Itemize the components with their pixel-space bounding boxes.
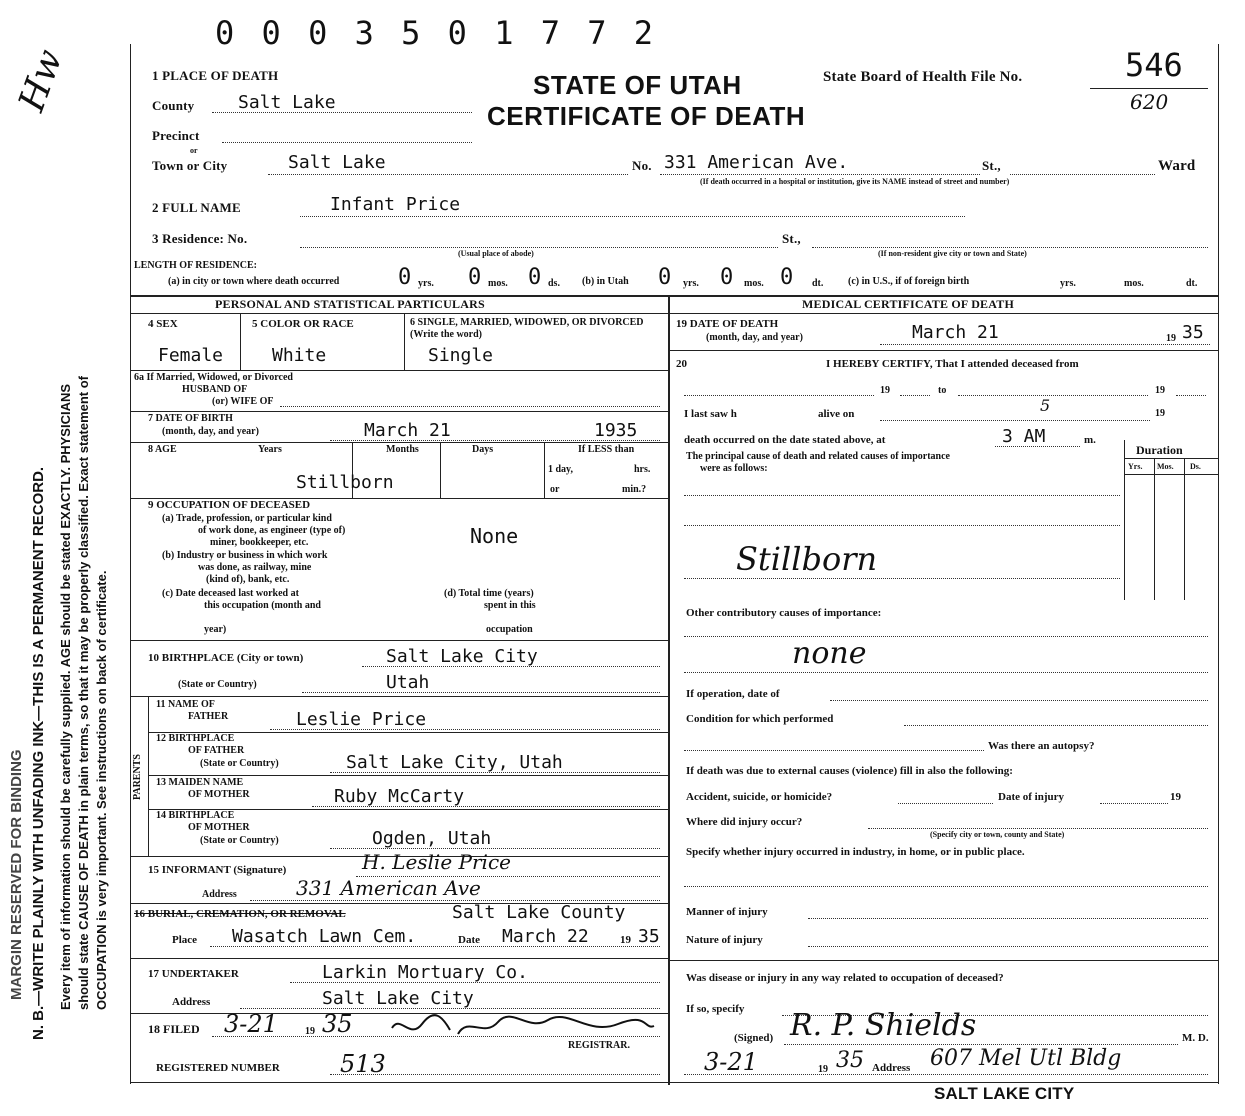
nature-label: Nature of injury [686, 934, 763, 946]
mos-label-3: mos. [1124, 278, 1144, 289]
yrs-label-2: yrs. [683, 278, 699, 289]
informant-signature: H. Leslie Price [362, 850, 511, 874]
ds-label-1: ds. [548, 278, 560, 289]
sig-year: 35 [836, 1048, 864, 1073]
side-text-2: Every item of information should be carefully supplied. AGE should be stated EXACTLY. PHYSICIANS [58, 383, 73, 1010]
related-label: Was disease or injury in any way related to occupation of deceased? [686, 972, 1004, 984]
birthplace-label: 10 BIRTHPLACE (City or town) [148, 652, 304, 664]
corner-mark: Hw [11, 44, 72, 117]
other-causes-label: Other contributory causes of importance: [686, 607, 882, 619]
undertaker-label: 17 UNDERTAKER [148, 968, 239, 980]
sig-address: 607 Mel Utl Bldg [930, 1046, 1122, 1071]
d19-label-2: (month, day, and year) [706, 332, 803, 343]
side-text-margin: MARGIN RESERVED FOR BINDING [8, 749, 25, 1000]
burial-value: Salt Lake County [452, 902, 626, 923]
mother-label-2: OF MOTHER [188, 789, 250, 800]
occupation-a1: (a) Trade, profession, or particular kind [162, 513, 332, 524]
last-saw-value: 5 [1040, 396, 1051, 415]
father-label-1: 11 NAME OF [156, 699, 215, 710]
sex-value: Female [158, 345, 224, 366]
filed-value: 3-21 [224, 1010, 278, 1038]
town-value: Salt Lake [288, 152, 386, 173]
mos-label-2: mos. [744, 278, 764, 289]
res-utah-mos: 0 [720, 265, 734, 290]
county-label: County [152, 98, 195, 113]
title-state: STATE OF UTAH [533, 70, 742, 100]
mother-label-1: 13 MAIDEN NAME [156, 777, 244, 788]
yrs-label-1: yrs. [418, 278, 434, 289]
d19-value: March 21 [912, 322, 999, 343]
mbirth-label-1: 14 BIRTHPLACE [156, 810, 235, 821]
fbirth-label-1: 12 BIRTHPLACE [156, 733, 235, 744]
mbirth-label-3: (State or Country) [200, 835, 279, 846]
last-saw-label: I last saw h [684, 408, 737, 420]
accident-label: Accident, suicide, or homicide? [686, 791, 833, 803]
medical-header: MEDICAL CERTIFICATE OF DEATH [802, 297, 1014, 311]
side-text-1: N. B.—WRITE PLAINLY WITH UNFADING INK—THIS IS A PERMANENT RECORD. [30, 466, 47, 1040]
filed-label: 18 FILED [148, 1022, 200, 1036]
res-utah-yrs: 0 [658, 265, 672, 290]
signed-label: (Signed) [734, 1032, 774, 1044]
residence-label: 3 Residence: No. [152, 231, 248, 246]
injury-date-label: Date of injury [998, 791, 1064, 803]
one-day-label: 1 day, [548, 464, 574, 475]
birthplace-state-label: (State or Country) [178, 679, 257, 690]
personal-header: PERSONAL AND STATISTICAL PARTICULARS [215, 297, 485, 311]
birthplace-state: Utah [386, 672, 430, 693]
spouse-label-2: HUSBAND OF [182, 384, 248, 395]
res-utah-ds: 0 [780, 265, 794, 290]
race-label: 5 COLOR OR RACE [252, 318, 354, 330]
age-value: Stillborn [296, 472, 394, 493]
informant-label: 15 INFORMANT (Signature) [148, 864, 287, 876]
spouse-label-1: 6a If Married, Widowed, or Divorced [134, 372, 293, 383]
last-saw-y: 19 [1155, 408, 1165, 419]
spouse-label-3: (or) WIFE OF [212, 396, 274, 407]
hospital-note: (If death occurred in a hospital or institution, give its NAME instead of street and number) [700, 177, 1010, 186]
fbirth-label-3: (State or Country) [200, 758, 279, 769]
m-label: m. [1084, 434, 1096, 446]
res-city-mos: 0 [468, 265, 482, 290]
marital-value: Single [428, 345, 494, 366]
burial-place-label: Place [172, 934, 198, 946]
title-certificate: CERTIFICATE OF DEATH [487, 101, 806, 131]
mother-value: Ruby McCarty [334, 786, 465, 807]
father-value: Leslie Price [296, 709, 427, 730]
certify-label: I HEREBY CERTIFY, That I attended deceased from [826, 358, 1079, 370]
other-causes-value: none [792, 636, 867, 671]
full-name-label: 2 FULL NAME [152, 200, 241, 215]
age-days-label: Days [472, 444, 494, 455]
precinct-label: Precinct [152, 128, 200, 143]
address-value: 331 American Ave. [664, 152, 849, 173]
duration-mos: Mos. [1157, 462, 1174, 471]
duration-yrs: Yrs. [1128, 462, 1143, 471]
filed-year-pre: 19 [305, 1026, 315, 1037]
informant-address-label: Address [202, 889, 237, 900]
age-months-label: Months [386, 444, 419, 455]
occupation-b1: (b) Industry or business in which work [162, 550, 328, 561]
where-injury-label: Where did injury occur? [686, 816, 803, 828]
n20-label: 20 [676, 358, 687, 370]
side-text-3: should state CAUSE OF DEATH in plain terms, so that it may be properly classified. Exact statement of [76, 375, 91, 1010]
min-label: min.? [622, 484, 647, 495]
residence-utah-label: (b) in Utah [582, 276, 629, 287]
physician-signature: R. P. Shields [790, 1008, 977, 1043]
street-no-label: No. [632, 158, 652, 173]
sex-label: 4 SEX [148, 318, 178, 330]
undertaker-address: Salt Lake City [322, 988, 474, 1009]
res-city-yrs: 0 [398, 265, 412, 290]
residence-us-label: (c) in U.S., if of foreign birth [848, 276, 970, 287]
occupation-a2: of work done, as engineer (type of) [198, 525, 346, 536]
board-file-label: State Board of Health File No. [823, 69, 1023, 85]
filed-year: 35 [322, 1010, 353, 1038]
father-label-2: FATHER [188, 711, 229, 722]
registered-number-label: REGISTERED NUMBER [156, 1062, 280, 1074]
time-value: 3 AM [1002, 426, 1046, 447]
res-city-ds: 0 [528, 265, 542, 290]
age-label: 8 AGE [148, 444, 177, 455]
sig-year-pre: 19 [818, 1064, 828, 1075]
birth-label-2: (month, day, and year) [162, 426, 259, 437]
occupation-a3: miner, bookkeeper, etc. [210, 537, 309, 548]
alive-on-label: alive on [818, 408, 855, 420]
injury-date-y: 19 [1170, 791, 1181, 803]
birth-label-1: 7 DATE OF BIRTH [148, 413, 233, 424]
certify-y2: 19 [1155, 385, 1165, 396]
county-value: Salt Lake [238, 92, 336, 113]
duration-label: Duration [1136, 443, 1183, 457]
file-number-extra: 620 [1130, 90, 1169, 114]
certify-to: to [938, 385, 947, 396]
where-injury-note: (Specify city or town, county and State) [930, 830, 1065, 839]
d19-year-pre: 19 [1166, 333, 1176, 344]
mbirth-value: Ogden, Utah [372, 828, 492, 849]
residence-st-label: St., [782, 231, 801, 246]
serial-number: 0 0 0 3 5 0 1 7 7 2 [215, 14, 658, 52]
race-value: White [272, 345, 327, 366]
length-residence-label: LENGTH OF RESIDENCE: [134, 260, 257, 271]
ward-label: Ward [1158, 158, 1196, 174]
specify-label: Specify whether injury occurred in industry, in home, or in public place. [686, 846, 1025, 858]
occupation-c2: this occupation (month and [204, 600, 321, 611]
if-so-label: If so, specify [686, 1003, 745, 1015]
file-number: 546 [1125, 46, 1183, 84]
marital-label: 6 SINGLE, MARRIED, WIDOWED, OR DIVORCED (Write the word) [410, 317, 644, 340]
burial-year-pre: 19 [620, 934, 631, 946]
condition-label: Condition for which performed [686, 713, 834, 725]
dt-label: dt. [812, 278, 824, 289]
occupation-b3: (kind of), bank, etc. [206, 574, 290, 585]
age-years-label: Years [258, 444, 282, 455]
mbirth-label-2: OF MOTHER [188, 822, 250, 833]
sig-address-label: Address [872, 1062, 911, 1074]
d19-label-1: 19 DATE OF DEATH [676, 318, 779, 330]
occupation-c1: (c) Date deceased last worked at [162, 588, 299, 599]
burial-place: Wasatch Lawn Cem. [232, 926, 417, 947]
side-text-4: OCCUPATION is very important. See instructions on back of certificate. [94, 570, 109, 1010]
birth-year: 1935 [594, 420, 638, 441]
occupation-c3: year) [204, 624, 227, 635]
cause-label-2: were as follows: [700, 463, 768, 474]
occupation-d3: occupation [486, 624, 533, 635]
external-causes-label: If death was due to external causes (violence) fill in also the following: [686, 765, 1013, 777]
yrs-label-3: yrs. [1060, 278, 1076, 289]
undertaker-address-label: Address [172, 996, 211, 1008]
parents-side-label: PARENTS [132, 754, 143, 800]
registrar-label: REGISTRAR. [568, 1040, 630, 1051]
sig-date: 3-21 [704, 1048, 758, 1076]
or-label: or [190, 146, 198, 155]
occupation-d1: (d) Total time (years) [444, 588, 534, 599]
footer-city: SALT LAKE CITY [934, 1084, 1075, 1103]
burial-label: 16 BURIAL, CREMATION, OR REMOVAL [134, 908, 346, 920]
manner-label: Manner of injury [686, 906, 768, 918]
fbirth-value: Salt Lake City, Utah [346, 752, 563, 773]
registered-number: 513 [340, 1050, 386, 1078]
undertaker-value: Larkin Mortuary Co. [322, 962, 528, 983]
md-label: M. D. [1182, 1032, 1209, 1044]
registrar-signature [388, 1010, 658, 1042]
residence-city-label: (a) in city or town where death occurred [168, 276, 340, 287]
autopsy-label: Was there an autopsy? [988, 740, 1095, 752]
occupation-label: 9 OCCUPATION OF DECEASED [148, 499, 311, 511]
fbirth-label-2: OF FATHER [188, 745, 245, 756]
cause-value: Stillborn [736, 540, 878, 578]
full-name-value: Infant Price [330, 194, 461, 215]
occurred-label: death occurred on the date stated above, at [684, 434, 886, 446]
nonresident-note: (If non-resident give city or town and State) [878, 249, 1027, 258]
operation-label: If operation, date of [686, 688, 780, 700]
abode-note: (Usual place of abode) [458, 249, 534, 258]
duration-ds: Ds. [1190, 462, 1201, 471]
mos-label-1: mos. [488, 278, 508, 289]
occupation-d2: spent in this [484, 600, 536, 611]
or-min-label: or [550, 484, 560, 495]
burial-date-label: Date [458, 934, 480, 946]
cause-label-1: The principal cause of death and related causes of importance [686, 451, 950, 462]
hrs-label: hrs. [634, 464, 651, 475]
birth-value: March 21 [364, 420, 451, 441]
birthplace-city: Salt Lake City [386, 646, 538, 667]
town-label: Town or City [152, 158, 228, 173]
less-than-label: If LESS than [578, 444, 635, 455]
place-of-death-label: 1 PLACE OF DEATH [152, 68, 279, 83]
st-label: St., [982, 158, 1001, 173]
d19-year: 35 [1182, 322, 1204, 343]
occupation-value: None [470, 524, 519, 548]
burial-date: March 22 [502, 926, 589, 947]
occupation-b2: was done, as railway, mine [198, 562, 312, 573]
dt-label-3: dt. [1186, 278, 1198, 289]
burial-year: 35 [638, 926, 660, 947]
informant-address: 331 American Ave [296, 876, 481, 900]
certify-y1: 19 [880, 385, 890, 396]
